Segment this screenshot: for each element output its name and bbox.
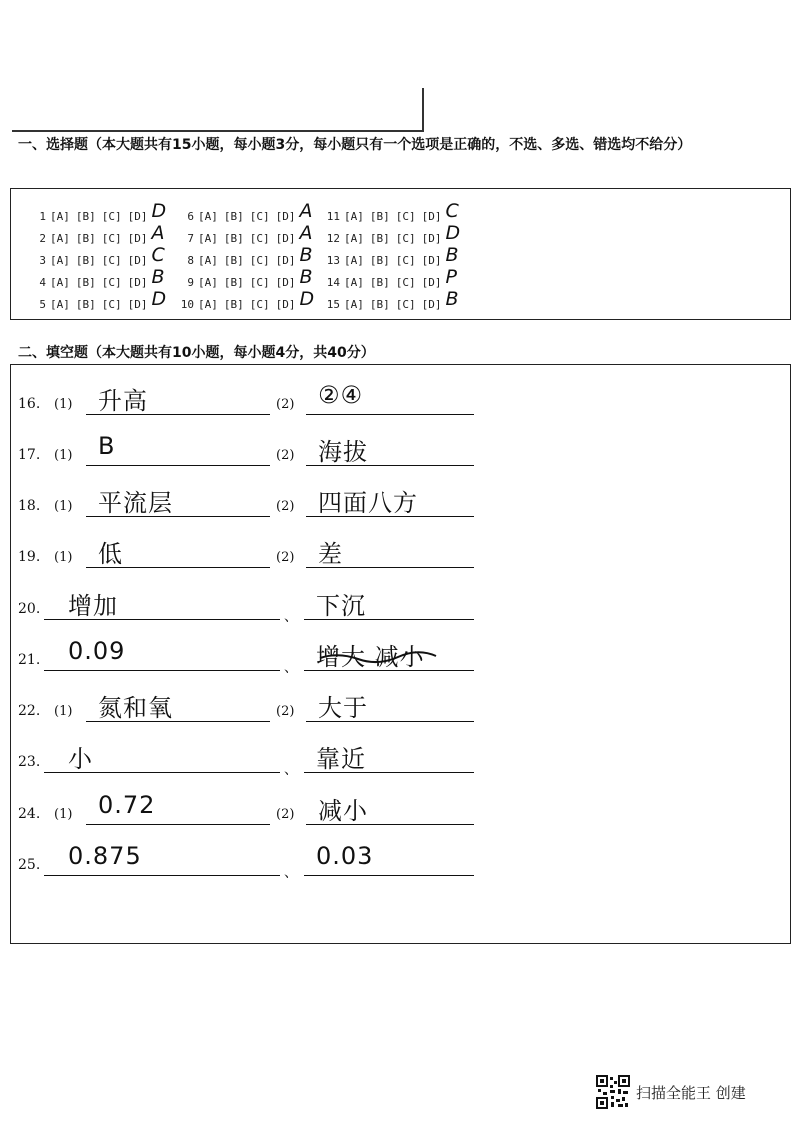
mc-option-bubble[interactable]: [C] — [249, 254, 270, 267]
mc-question-number: 12 — [326, 232, 340, 245]
mc-option-bubble[interactable]: [B] — [369, 210, 390, 223]
mc-option-bubble[interactable]: [D] — [421, 276, 442, 289]
mc-question-number: 10 — [180, 298, 194, 311]
mc-option-bubble[interactable]: [B] — [369, 254, 390, 267]
handwritten-answer-2: 四面八方 — [318, 489, 418, 517]
separator: 、 — [284, 762, 298, 778]
mc-option-bubble[interactable]: [B] — [223, 298, 244, 311]
answer-line-1 — [44, 875, 280, 876]
blank-label-1: (1) — [54, 704, 73, 719]
mc-option-bubble[interactable]: [A] — [50, 254, 70, 267]
mc-option-bubble[interactable]: [C] — [101, 298, 122, 311]
handwritten-answer-1: 氮和氧 — [98, 694, 173, 722]
mc-question-number: 15 — [326, 298, 340, 311]
handwritten-answer-2: 增大 减小 — [316, 643, 425, 671]
mc-option-bubble[interactable]: [C] — [101, 232, 122, 245]
section1-title: 一、选择题（本大题共有15小题，每小题3分，每小题只有一个选项是正确的，不选、多选、错选均不给分） — [18, 137, 692, 153]
mc-option-bubble[interactable]: [A] — [344, 232, 364, 245]
handwritten-answer-1: 0.09 — [68, 637, 126, 665]
blank-label-2: (2) — [276, 550, 295, 565]
separator: 、 — [284, 865, 298, 881]
blank-label-1: (1) — [54, 397, 73, 412]
mc-option-bubble[interactable]: [C] — [395, 254, 416, 267]
mc-question-number: 2 — [39, 232, 46, 245]
section2-title: 二、填空题（本大题共有10小题，每小题4分，共40分） — [18, 345, 375, 361]
question-number: 21. — [18, 652, 41, 668]
mc-question-row — [326, 288, 462, 313]
mc-option-bubble[interactable]: [A] — [344, 254, 364, 267]
mc-option-bubble[interactable]: [D] — [421, 232, 442, 245]
mc-option-bubble[interactable]: [B] — [75, 276, 96, 289]
mc-option-bubble[interactable]: [D] — [275, 232, 296, 245]
handwritten-answer-1: 0.875 — [68, 842, 142, 870]
mc-option-bubble[interactable]: [B] — [75, 254, 96, 267]
blank-label-2: (2) — [276, 397, 295, 412]
mc-option-bubble[interactable]: [B] — [75, 232, 96, 245]
scratch-mark — [318, 642, 438, 672]
blank-label-2: (2) — [276, 807, 295, 822]
mc-handwritten-answer: C — [445, 200, 459, 222]
handwritten-answer-1: B — [98, 432, 116, 460]
question-number: 19. — [18, 549, 41, 565]
blank-label-1: (1) — [54, 448, 73, 463]
question-number: 16. — [18, 396, 41, 412]
header-box-fragment — [12, 88, 424, 132]
answer-line-2 — [306, 414, 474, 415]
scanner-watermark — [596, 1074, 746, 1110]
mc-option-bubble[interactable]: [A] — [198, 210, 218, 223]
handwritten-answer-1: 低 — [98, 540, 123, 568]
mc-option-bubble[interactable]: [C] — [249, 210, 270, 223]
mc-handwritten-answer: B — [445, 288, 459, 310]
mc-option-bubble[interactable]: [C] — [101, 210, 122, 223]
mc-option-bubble[interactable]: [B] — [75, 298, 96, 311]
question-number: 20. — [18, 601, 41, 617]
mc-question-row — [180, 288, 316, 313]
mc-question-number: 5 — [39, 298, 46, 311]
mc-option-bubble[interactable]: [A] — [198, 298, 218, 311]
mc-option-bubble[interactable]: [B] — [369, 298, 390, 311]
mc-question-row — [326, 222, 462, 247]
mc-option-bubble[interactable]: [B] — [223, 276, 244, 289]
mc-option-bubble[interactable]: [C] — [395, 210, 416, 223]
mc-option-bubble[interactable]: [C] — [395, 276, 416, 289]
handwritten-answer-1: 增加 — [68, 592, 118, 620]
mc-option-bubble[interactable]: [C] — [395, 232, 416, 245]
scanner-app-label: 扫描全能王 创建 — [636, 1083, 746, 1102]
mc-option-bubble[interactable]: [D] — [127, 232, 148, 245]
answer-line-1 — [86, 824, 270, 825]
question-number: 17. — [18, 447, 41, 463]
mc-handwritten-answer: D — [151, 288, 167, 310]
handwritten-answer-1: 0.72 — [98, 791, 156, 819]
mc-option-bubble[interactable]: [D] — [275, 210, 296, 223]
blank-label-2: (2) — [276, 704, 295, 719]
mc-question-row — [32, 266, 168, 291]
answer-line-1 — [86, 465, 270, 466]
mc-handwritten-answer: B — [445, 244, 459, 266]
handwritten-answer-2: 差 — [318, 540, 343, 568]
mc-handwritten-answer: D — [151, 200, 167, 222]
mc-option-bubble[interactable]: [D] — [275, 298, 296, 311]
mc-handwritten-answer: A — [151, 222, 165, 244]
handwritten-answer-1: 小 — [68, 745, 93, 773]
mc-question-row — [326, 266, 462, 291]
mc-handwritten-answer: P — [445, 266, 457, 288]
answer-line-1 — [44, 670, 280, 671]
blank-label-1: (1) — [54, 550, 73, 565]
mc-option-bubble[interactable]: [C] — [249, 232, 270, 245]
handwritten-answer-1: 平流层 — [98, 489, 173, 517]
handwritten-answer-2: 0.03 — [316, 842, 374, 870]
question-number: 22. — [18, 703, 41, 719]
mc-option-bubble[interactable]: [C] — [249, 298, 270, 311]
qr-code-icon — [596, 1075, 630, 1109]
mc-option-bubble[interactable]: [D] — [127, 276, 148, 289]
mc-handwritten-answer: A — [299, 222, 313, 244]
mc-question-row — [180, 266, 316, 291]
mc-question-row — [32, 222, 168, 247]
mc-option-bubble[interactable]: [C] — [395, 298, 416, 311]
mc-option-bubble[interactable]: [A] — [50, 298, 70, 311]
mc-option-bubble[interactable]: [A] — [344, 276, 364, 289]
mc-question-row — [326, 244, 462, 269]
handwritten-answer-2: 下沉 — [316, 592, 366, 620]
mc-option-bubble[interactable]: [B] — [75, 210, 96, 223]
mc-option-bubble[interactable]: [D] — [127, 254, 148, 267]
handwritten-answer-2: 大于 — [318, 694, 368, 722]
question-number: 18. — [18, 498, 41, 514]
mc-question-row — [32, 288, 168, 313]
mc-question-number: 8 — [187, 254, 194, 267]
mc-option-bubble[interactable]: [A] — [198, 254, 218, 267]
mc-option-bubble[interactable]: [D] — [275, 276, 296, 289]
mc-option-bubble[interactable]: [D] — [421, 254, 442, 267]
blank-label-1: (1) — [54, 499, 73, 514]
handwritten-answer-2: 海拔 — [318, 438, 368, 466]
mc-option-bubble[interactable]: [A] — [344, 298, 364, 311]
mc-option-bubble[interactable]: [D] — [421, 298, 442, 311]
mc-option-bubble[interactable]: [C] — [101, 254, 122, 267]
mc-handwritten-answer: B — [299, 244, 313, 266]
mc-option-bubble[interactable]: [A] — [198, 276, 218, 289]
mc-question-number: 7 — [187, 232, 194, 245]
answer-line-2 — [304, 875, 474, 876]
mc-handwritten-answer: D — [445, 222, 461, 244]
mc-option-bubble[interactable]: [B] — [223, 254, 244, 267]
mc-question-number: 6 — [187, 210, 194, 223]
mc-option-bubble[interactable]: [B] — [369, 232, 390, 245]
mc-question-number: 9 — [187, 276, 194, 289]
mc-question-row — [32, 244, 168, 269]
mc-option-bubble[interactable]: [B] — [369, 276, 390, 289]
separator: 、 — [284, 660, 298, 676]
blank-label-2: (2) — [276, 499, 295, 514]
mc-handwritten-answer: C — [151, 244, 165, 266]
mc-option-bubble[interactable]: [A] — [50, 232, 70, 245]
mc-option-bubble[interactable]: [D] — [421, 210, 442, 223]
mc-handwritten-answer: D — [299, 288, 315, 310]
mc-question-row — [180, 222, 316, 247]
mc-option-bubble[interactable]: [A] — [344, 210, 364, 223]
mc-question-number: 13 — [326, 254, 340, 267]
mc-handwritten-answer: B — [151, 266, 165, 288]
mc-option-bubble[interactable]: [C] — [249, 276, 270, 289]
handwritten-answer-1: 升高 — [98, 387, 148, 415]
mc-option-bubble[interactable]: [A] — [198, 232, 218, 245]
mc-handwritten-answer: B — [299, 266, 313, 288]
mc-option-bubble[interactable]: [D] — [275, 254, 296, 267]
mc-question-number: 14 — [326, 276, 340, 289]
mc-option-bubble[interactable]: [B] — [223, 232, 244, 245]
blank-label-1: (1) — [54, 807, 73, 822]
mc-option-bubble[interactable]: [D] — [127, 210, 148, 223]
mc-question-number: 1 — [39, 210, 46, 223]
mc-question-row — [32, 200, 168, 225]
mc-option-bubble[interactable]: [A] — [50, 210, 70, 223]
mc-option-bubble[interactable]: [C] — [101, 276, 122, 289]
question-number: 23. — [18, 754, 41, 770]
mc-question-number: 11 — [326, 210, 340, 223]
separator: 、 — [284, 609, 298, 625]
handwritten-answer-2: 靠近 — [316, 745, 366, 773]
mc-question-row — [180, 200, 316, 225]
handwritten-answer-2: ②④ — [318, 381, 364, 409]
mc-option-bubble[interactable]: [D] — [127, 298, 148, 311]
question-number: 24. — [18, 806, 41, 822]
mc-question-row — [180, 244, 316, 269]
mc-question-number: 4 — [39, 276, 46, 289]
mc-option-bubble[interactable]: [B] — [223, 210, 244, 223]
question-number: 25. — [18, 857, 41, 873]
mc-option-bubble[interactable]: [A] — [50, 276, 70, 289]
mc-question-row — [326, 200, 462, 225]
blank-label-2: (2) — [276, 448, 295, 463]
mc-handwritten-answer: A — [299, 200, 313, 222]
mc-question-number: 3 — [39, 254, 46, 267]
handwritten-answer-2: 减小 — [318, 797, 368, 825]
